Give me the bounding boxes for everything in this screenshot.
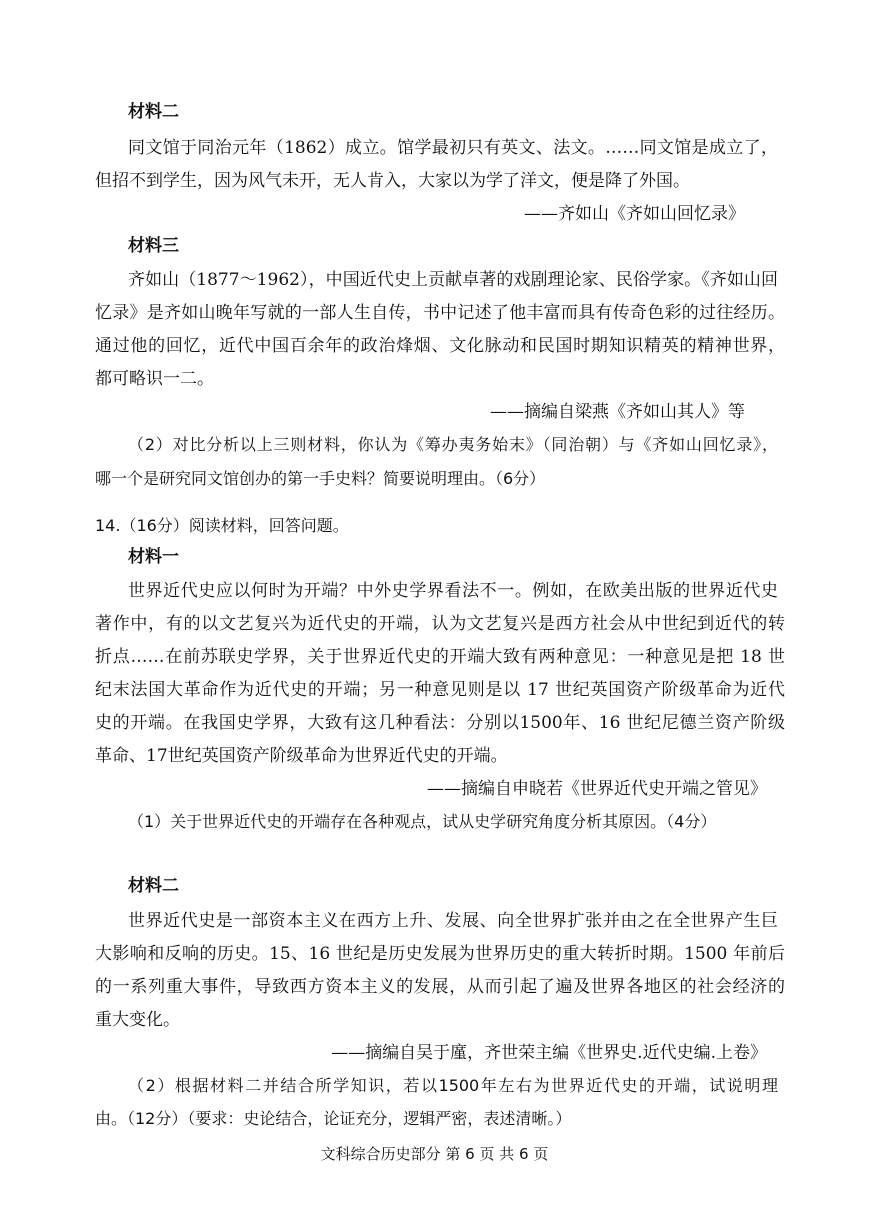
question-13-2-line-1: （2）对比分析以上三则材料，你认为《筹办夷务始末》（同治朝）与《齐如山回忆录》， (128, 435, 778, 454)
material-three-line-3: 通过他的回忆，近代中国百余年的政治烽烟、文化脉动和民国时期知识精英的精神世界， (95, 336, 785, 356)
question-14-1: （1）关于世界近代史的开端存在各种观点，试从史学研究角度分析其原因。（4分） (128, 812, 717, 831)
q14-material-two-line-2: 大影响和反响的历史。15、16 世纪是历史发展为世界历史的重大转折时期。1500 年前后 (95, 944, 785, 964)
question-14-title: 14.（16分）阅读材料，回答问题。 (95, 516, 349, 535)
material-two-source: ——齐如山《齐如山回忆录》 (524, 204, 745, 224)
material-two-line-1: 同文馆于同治元年（1862）成立。馆学最初只有英文、法文。……同文馆是成立了， (128, 138, 778, 158)
material-two-line-2: 但招不到学生，因为风气未开，无人肯入，大家以为学了洋文，便是降了外国。 (95, 171, 690, 191)
question-14-2-line-2: 由。（12分）（要求：史论结合，论证充分，逻辑严密，表述清晰。） (95, 1109, 572, 1128)
question-13-2-line-2: 哪一个是研究同文馆创办的第一手史料？简要说明理由。（6分） (95, 469, 546, 488)
q14-material-one-line-6: 革命、17世纪英国资产阶级革命为世界近代史的开端。 (95, 746, 508, 766)
q14-material-one-heading: 材料一 (128, 547, 179, 567)
q14-material-one-line-3: 折点……在前苏联史学界，关于世界近代史的开端大致有两种意见：一种意见是把 18 世 (95, 647, 785, 667)
q14-material-one-line-5: 史的开端。在我国史学界，大致有这几种看法：分别以1500年、16 世纪尼德兰资产阶级 (95, 713, 785, 733)
page-footer: 文科综合历史部分 第 6 页 共 6 页 (320, 1145, 549, 1163)
material-three-line-2: 忆录》是齐如山晚年写就的一部人生自传，书中记述了他丰富而具有传奇色彩的过往经历。 (95, 303, 785, 323)
material-three-heading: 材料三 (128, 236, 179, 256)
material-two-heading: 材料二 (128, 102, 179, 122)
q14-material-two-line-1: 世界近代史是一部资本主义在西方上升、发展、向全世界扩张并由之在全世界产生巨 (128, 911, 778, 931)
q14-material-two-line-3: 的一系列重大事件，导致西方资本主义的发展，从而引起了遍及世界各地区的社会经济的 (95, 977, 785, 997)
q14-material-one-line-4: 纪末法国大革命作为近代史的开端；另一种意见则是以 17 世纪英国资产阶级革命为近代 (95, 680, 785, 700)
material-three-source: ——摘编自梁燕《齐如山其人》等 (490, 402, 745, 422)
q14-material-two-source: ——摘编自吴于廑，齐世荣主编《世界史.近代史编.上卷》 (331, 1043, 767, 1063)
q14-material-two-heading: 材料二 (128, 876, 179, 896)
material-three-line-4: 都可略识一二。 (95, 369, 214, 389)
material-three-line-1: 齐如山（1877～1962），中国近代史上贡献卓著的戏剧理论家、民俗学家。《齐如山回 (128, 270, 778, 290)
q14-material-two-line-4: 重大变化。 (95, 1010, 180, 1030)
q14-material-one-line-1: 世界近代史应以何时为开端？中外史学界看法不一。例如，在欧美出版的世界近代史 (128, 581, 778, 601)
q14-material-one-source: ——摘编自申晓若《世界近代史开端之管见》 (427, 779, 767, 799)
question-14-2-line-1: （2）根据材料二并结合所学知识，若以1500年左右为世界近代史的开端，试说明理 (128, 1076, 778, 1095)
q14-material-one-line-2: 著作中，有的以文艺复兴为近代史的开端，认为文艺复兴是西方社会从中世纪到近代的转 (95, 614, 785, 634)
